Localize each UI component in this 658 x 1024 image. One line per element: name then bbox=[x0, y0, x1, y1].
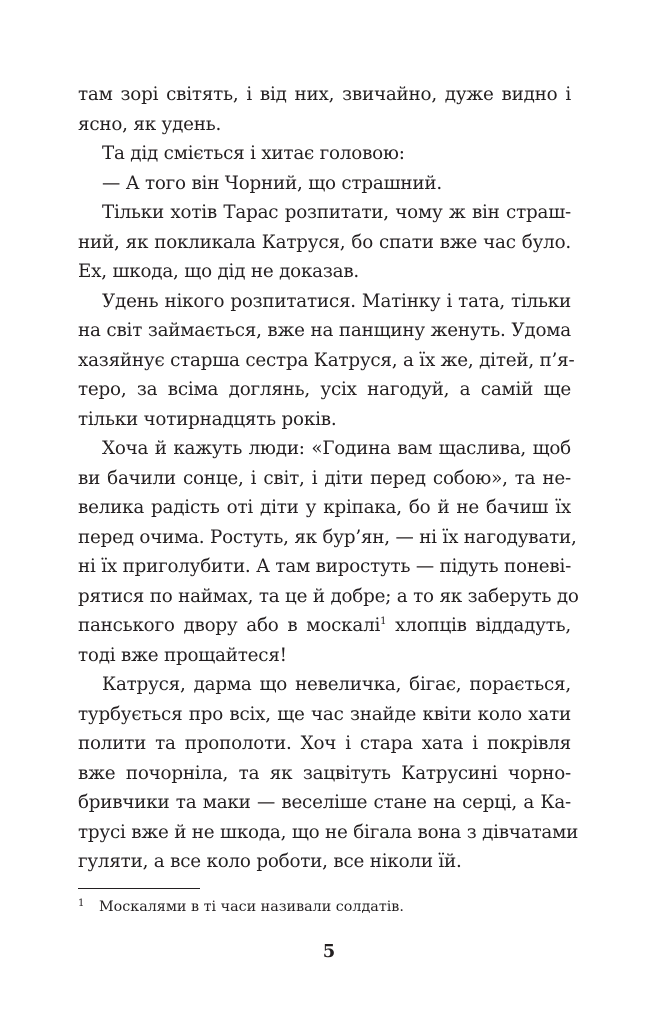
text-line: вже почорніла, та як зацвітуть Катрусині чорно- bbox=[78, 762, 571, 784]
footnote-separator bbox=[78, 888, 200, 889]
text-line: перед очима. Ростуть, як бур’ян, — ні їх нагодувати, bbox=[78, 526, 577, 548]
text-line: там зорі світять, і від них, звичайно, дуже видно і bbox=[78, 84, 571, 105]
text-line: ви бачили сонце, і світ, і діти перед собою», та не- bbox=[78, 467, 571, 489]
text-line: Хоча й кажуть люди: «Година вам щаслива, щоб bbox=[102, 438, 571, 459]
text-line: Тільки хотів Тарас розпитати, чому ж він страш- bbox=[102, 202, 571, 223]
text-line: на світ займається, вже на панщину женуть. Удома bbox=[78, 320, 571, 341]
text-line: Удень нікого розпитатися. Матінку і тата, тільки bbox=[102, 290, 571, 312]
text-segment: хлопців віддадуть, bbox=[395, 615, 571, 636]
text-line: трусі вже й не шкода, що не бігала вона з дівчатами bbox=[78, 821, 579, 843]
text-line: полити та прополоти. Хоч і стара хата і покрівля bbox=[78, 733, 571, 754]
footnote bbox=[78, 897, 571, 917]
text-line: хазяйнує старша сестра Катруся, а їх же, дітей, п’я- bbox=[78, 349, 575, 371]
text-line: теро, за всіма доглянь, усіх нагодуй, а самій ще bbox=[78, 379, 571, 400]
footnote-text: Москалями в ті часи називали солдатів. bbox=[99, 899, 404, 915]
text-line: ні їх приголубити. А там виростуть — підуть поневі- bbox=[78, 556, 572, 577]
text-line: тільки чотирнадцять років. bbox=[78, 408, 337, 430]
text-line: ясно, як удень. bbox=[78, 113, 222, 135]
page-number: 5 bbox=[322, 941, 336, 962]
text-line: — А того він Чорний, що страшний. bbox=[102, 172, 442, 194]
footnote-marker: 1 bbox=[78, 898, 85, 909]
text-line: гуляти, а все коло роботи, все ніколи їй. bbox=[78, 851, 462, 872]
text-segment: панського двору або в москалі bbox=[78, 615, 381, 636]
page-body-text bbox=[78, 80, 579, 877]
text-line: Та дід сміється і хитає головою: bbox=[102, 143, 405, 164]
text-line: турбується про всіх, ще час знайде квіти коло хати bbox=[78, 703, 571, 725]
text-line: рятися по наймах, та це й добре; а то як заберуть до bbox=[78, 585, 579, 607]
text-line: Ех, шкода, що дід не доказав. bbox=[78, 261, 360, 282]
text-line: Катруся, дарма що невеличка, бігає, порається, bbox=[102, 674, 571, 695]
text-line: бривчики та маки — веселіше стане на серці, а Ка- bbox=[78, 792, 571, 813]
text-line-with-footnote bbox=[78, 611, 571, 641]
footnote-reference[interactable]: 1 bbox=[380, 615, 387, 627]
text-line: ний, як покликала Катруся, бо спати вже час було. bbox=[78, 231, 571, 253]
text-line: тоді вже прощайтеся! bbox=[78, 644, 287, 666]
text-line: велика радість оті діти у кріпака, бо й не бачиш їх bbox=[78, 497, 571, 518]
